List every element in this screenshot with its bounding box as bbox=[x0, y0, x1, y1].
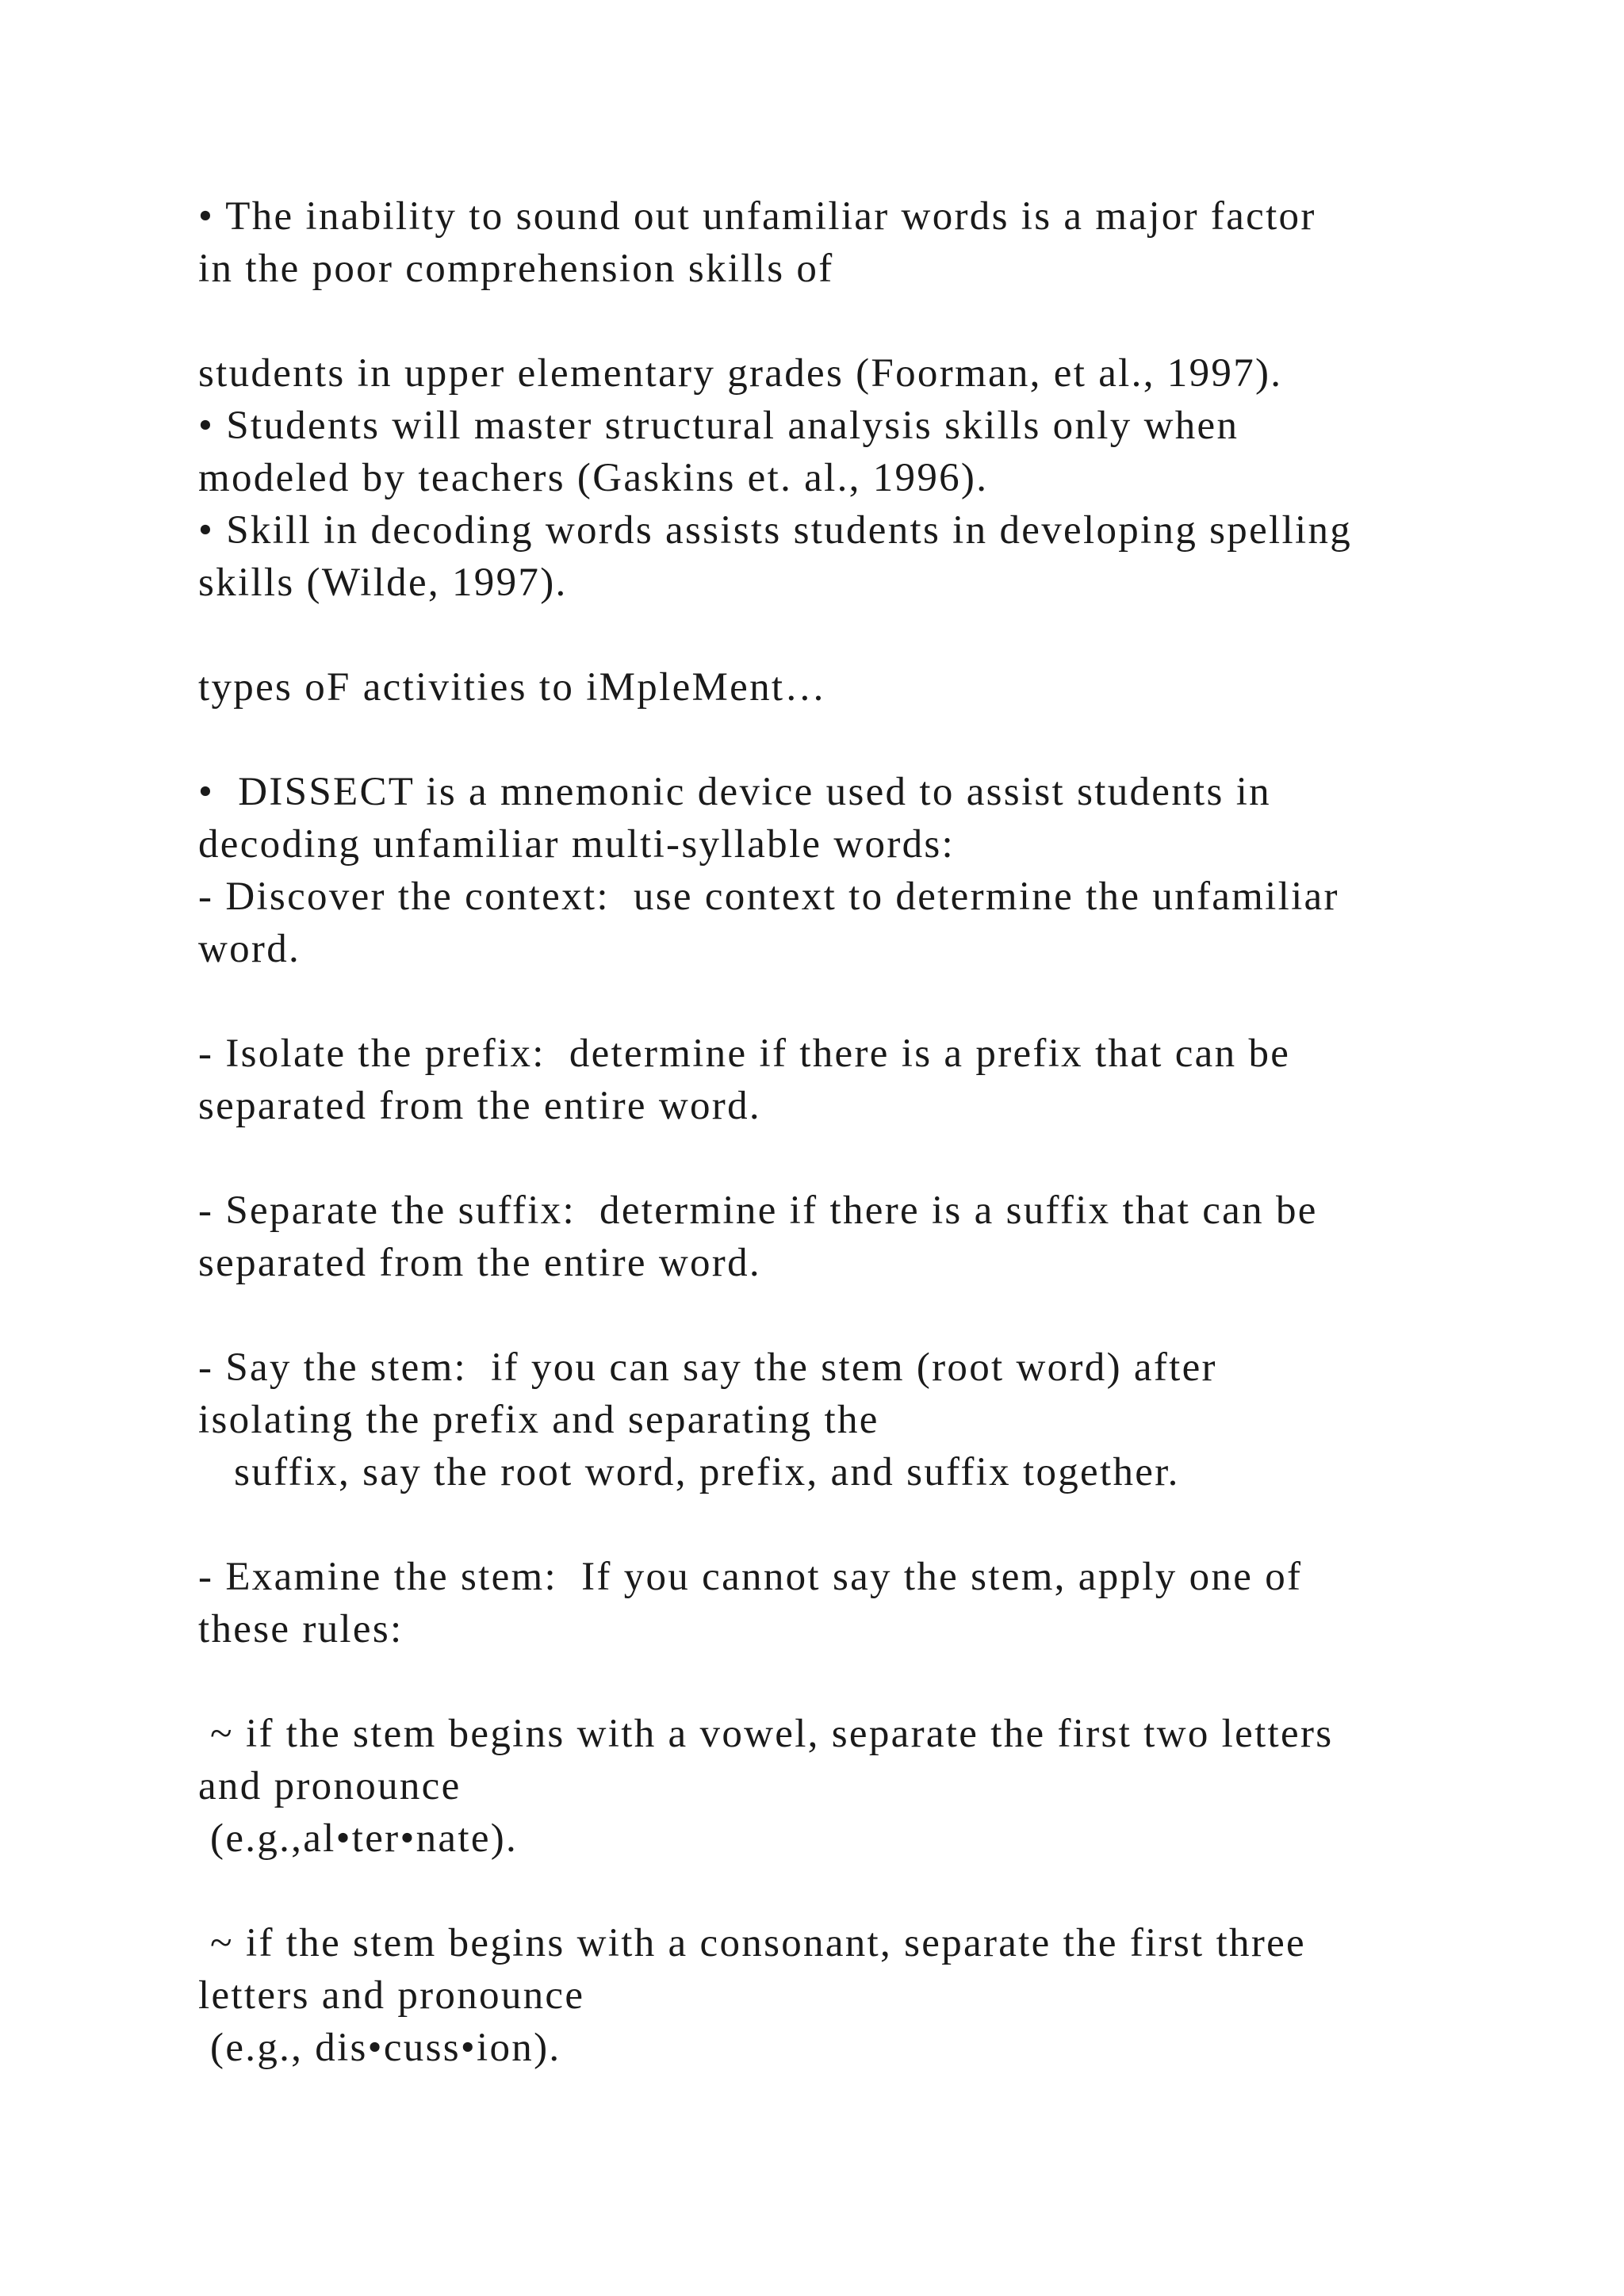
text-line: • Students will master structural analysis skills only when bbox=[198, 404, 1239, 448]
text-line: • DISSECT is a mnemonic device used to assist students in bbox=[198, 770, 1271, 814]
text-line: ~ if the stem begins with a consonant, separate the first three bbox=[198, 1921, 1306, 1965]
text-line: - Say the stem: if you can say the stem (root word) after bbox=[198, 1345, 1217, 1390]
text-line: - Isolate the prefix: determine if there is a prefix that can be bbox=[198, 1031, 1291, 1076]
text-line: • The inability to sound out unfamiliar words is a major factor bbox=[198, 194, 1316, 239]
document-body bbox=[198, 190, 1546, 2074]
text-line: - Examine the stem: If you cannot say the stem, apply one of bbox=[198, 1555, 1303, 1599]
blank-line bbox=[198, 1132, 1546, 1184]
text-line: skills (Wilde, 1997). bbox=[198, 561, 568, 605]
text-line: students in upper elementary grades (Foorman, et al., 1997). bbox=[198, 351, 1283, 396]
text-line: isolating the prefix and separating the bbox=[198, 1398, 879, 1442]
blank-line bbox=[198, 1289, 1546, 1341]
text-line: (e.g., dis•cuss•ion). bbox=[198, 2026, 561, 2070]
text-line: separated from the entire word. bbox=[198, 1084, 761, 1128]
text-line: suffix, say the root word, prefix, and suffix together. bbox=[198, 1450, 1180, 1494]
text-line: (e.g.,al•ter•nate). bbox=[198, 1816, 519, 1861]
blank-line bbox=[198, 1655, 1546, 1708]
text-line: separated from the entire word. bbox=[198, 1241, 761, 1285]
text-line: letters and pronounce bbox=[198, 1973, 585, 2018]
blank-line bbox=[198, 295, 1546, 347]
text-line: decoding unfamiliar multi-syllable words: bbox=[198, 822, 956, 867]
text-line: modeled by teachers (Gaskins et. al., 1996). bbox=[198, 456, 989, 500]
blank-line bbox=[198, 1498, 1546, 1551]
text-line: word. bbox=[198, 927, 301, 971]
text-line: in the poor comprehension skills of bbox=[198, 247, 834, 291]
text-line: these rules: bbox=[198, 1607, 404, 1651]
text-line: and pronounce bbox=[198, 1764, 462, 1808]
text-line: - Separate the suffix: determine if there is a suffix that can be bbox=[198, 1188, 1318, 1233]
text-line: - Discover the context: use context to determine the unfamiliar bbox=[198, 874, 1339, 919]
section-heading: types oF activities to iMpleMent… bbox=[198, 665, 827, 710]
text-line: • Skill in decoding words assists students in developing spelling bbox=[198, 508, 1353, 553]
blank-line bbox=[198, 1865, 1546, 1917]
blank-line bbox=[198, 609, 1546, 661]
blank-line bbox=[198, 714, 1546, 766]
text-line: ~ if the stem begins with a vowel, separate the first two letters bbox=[198, 1712, 1334, 1756]
blank-line bbox=[198, 975, 1546, 1027]
